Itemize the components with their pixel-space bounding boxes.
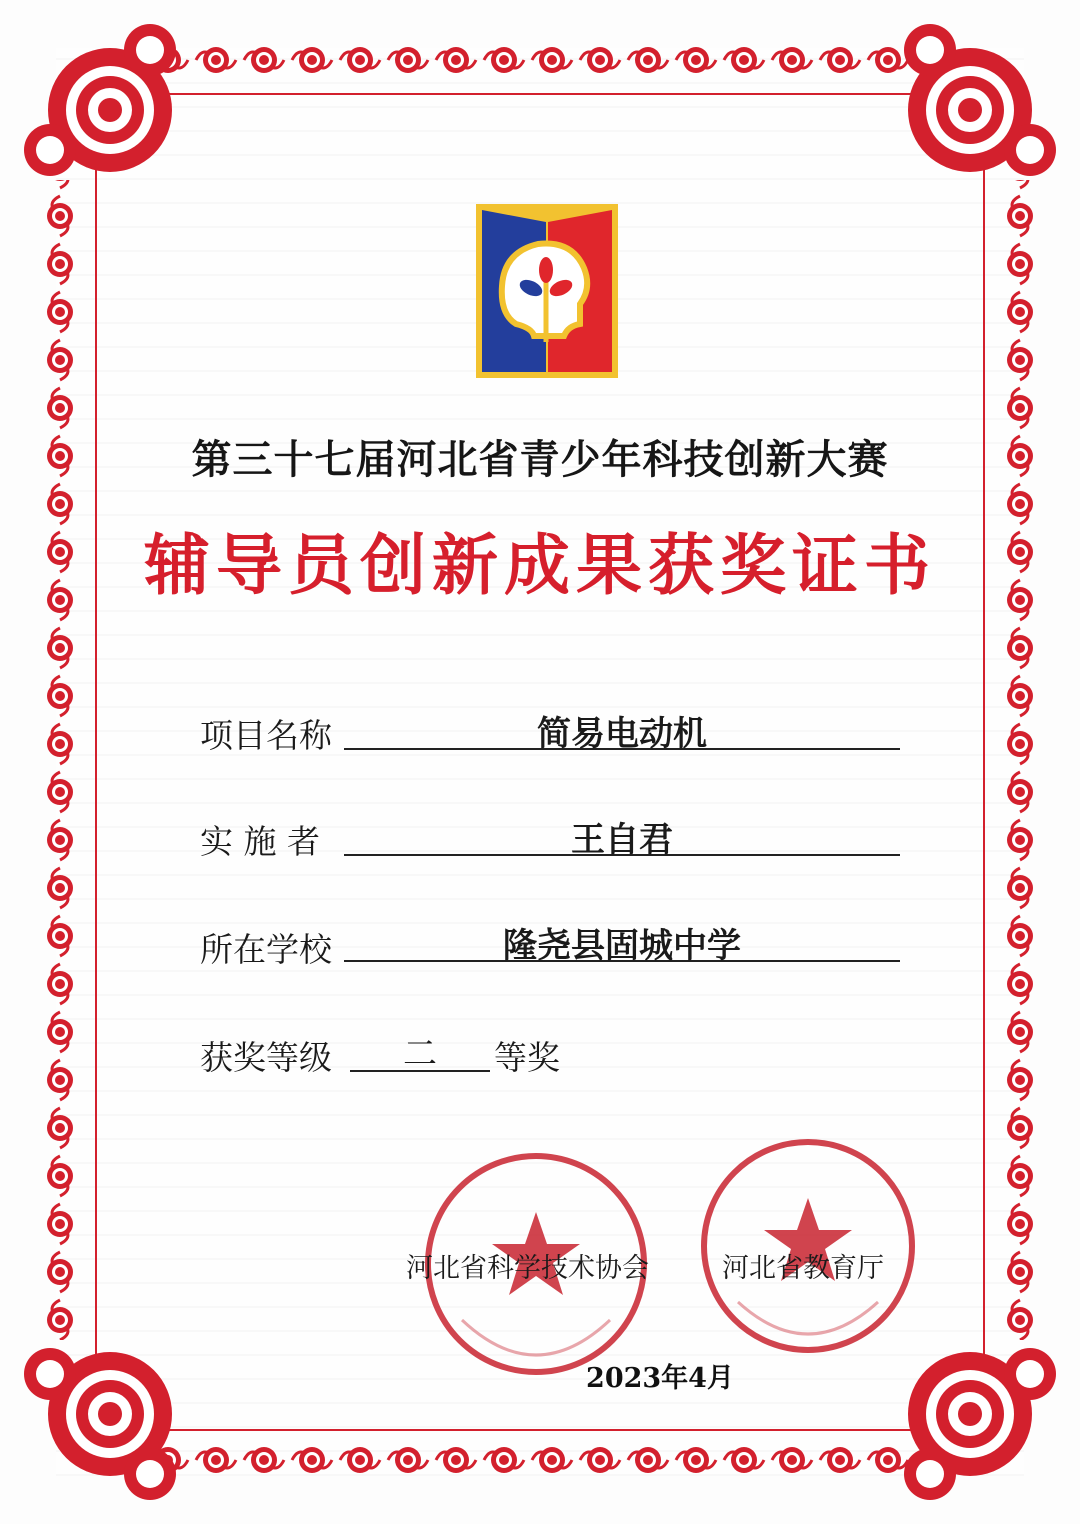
school-value: 隆尧县固城中学 [503, 926, 741, 966]
school-label: 所在学校 [200, 930, 332, 969]
award-level-label: 获奖等级 [200, 1038, 332, 1077]
issuer-association: 河北省科学技术协会 [406, 1253, 649, 1284]
issuer-education-department: 河北省教育厅 [722, 1253, 884, 1284]
certificate-title: 辅导员创新成果获奖证书 [144, 526, 936, 604]
issue-date: 2023年4月 [586, 1363, 734, 1394]
competition-emblem-icon [476, 204, 618, 378]
project-name-label: 项目名称 [200, 716, 332, 755]
project-name-value: 简易电动机 [537, 714, 707, 754]
implementer-value: 王自君 [571, 820, 673, 860]
award-level-suffix: 等奖 [494, 1038, 560, 1077]
competition-title: 第三十七届河北省青少年科技创新大赛 [191, 437, 889, 483]
implementer-label: 实 施 者 [200, 822, 320, 861]
award-level-value: 二 [403, 1034, 437, 1074]
